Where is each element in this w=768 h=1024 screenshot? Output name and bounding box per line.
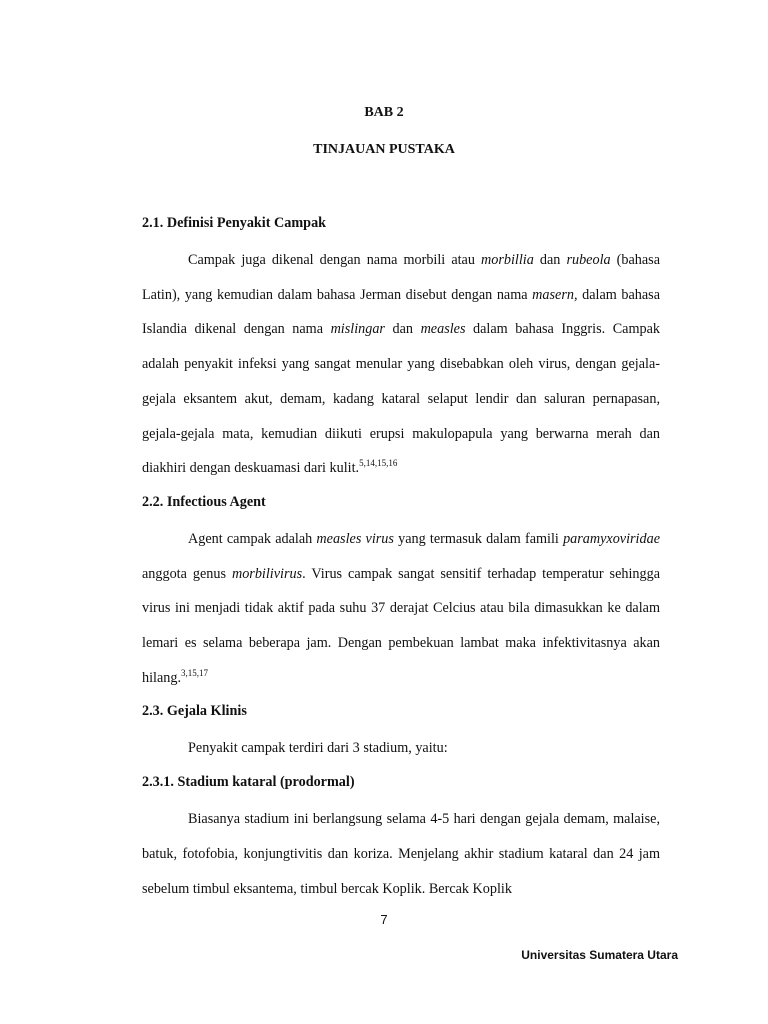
chapter-title: TINJAUAN PUSTAKA	[313, 142, 455, 157]
italic-term: measles	[420, 321, 466, 338]
paragraph-definisi	[142, 243, 660, 486]
body-text	[142, 213, 660, 906]
section-heading-2-2: 2.2. Infectious Agent	[142, 493, 266, 510]
paragraph-gejala-klinis: Penyakit campak terdiri dari 3 stadium, yaitu:	[188, 740, 448, 757]
italic-term: masern,	[532, 286, 578, 303]
italic-term: rubeola	[566, 252, 611, 268]
text-run: (bahasa Latin), yang kemudian dalam bahasa Jerman disebut dengan nama	[142, 252, 660, 303]
chapter-heading: BAB 2	[364, 105, 404, 120]
section-heading-2-3-1: 2.3.1. Stadium kataral (prodormal)	[142, 774, 355, 791]
italic-term: morbilivirus	[231, 565, 303, 582]
italic-term: paramyxoviridae	[563, 530, 660, 547]
citation-ref: 5,14,15,16	[359, 458, 398, 469]
citation-ref: 3,15,17	[181, 667, 209, 678]
text-run: anggota genus	[142, 565, 232, 582]
text-run: dalam bahasa Inggris. Campak adalah penyakit infeksi yang sangat menular yang disebabkan oleh virus, dengan gejala-gejala eksantem akut, demam, kadang kataral selaput lendir dan saluran pernapasan, gejala-gejala mata, kemudian diikuti erupsi makulopapula yang berwarna merah dan diakhiri dengan deskuamasi dari kulit.	[142, 321, 660, 477]
italic-term: measles virus	[316, 530, 394, 547]
section-heading-2-3: 2.3. Gejala Klinis	[142, 703, 247, 720]
paragraph-stadium-kataral: Biasanya stadium ini berlangsung selama 4-5 hari dengan gejala demam, malaise, batuk, fotofobia, konjungtivitis dan koriza. Menjelang akhir stadium kataral dan 24 jam sebelum timbul eksantema, timbul bercak Koplik. Bercak Koplik	[142, 811, 660, 897]
paragraph-infectious-agent	[142, 522, 660, 696]
text-run: dan	[533, 252, 567, 268]
text-run: yang termasuk dalam famili	[393, 530, 564, 547]
page-number: 7	[380, 912, 388, 927]
italic-term: morbillia	[481, 252, 534, 268]
text-run: Campak juga dikenal dengan nama morbili atau	[188, 252, 482, 268]
section-heading-2-1: 2.1. Definisi Penyakit Campak	[142, 215, 327, 231]
text-run: . Virus campak sangat sensitif terhadap temperatur sehingga virus ini menjadi tidak aktif pada suhu 37 derajat Celcius atau bila dimasukkan ke dalam lemari es selama beberapa jam. Dengan pembekuan lambat maka infektivitasnya akan hilang.	[142, 565, 660, 686]
footer-institution: Universitas Sumatera Utara	[521, 948, 678, 962]
text-run: dalam bahasa Islandia dikenal dengan nama	[142, 286, 660, 338]
italic-term: mislingar	[330, 321, 385, 338]
text-run: dan	[384, 321, 421, 338]
text-run: Agent campak adalah	[188, 530, 317, 547]
